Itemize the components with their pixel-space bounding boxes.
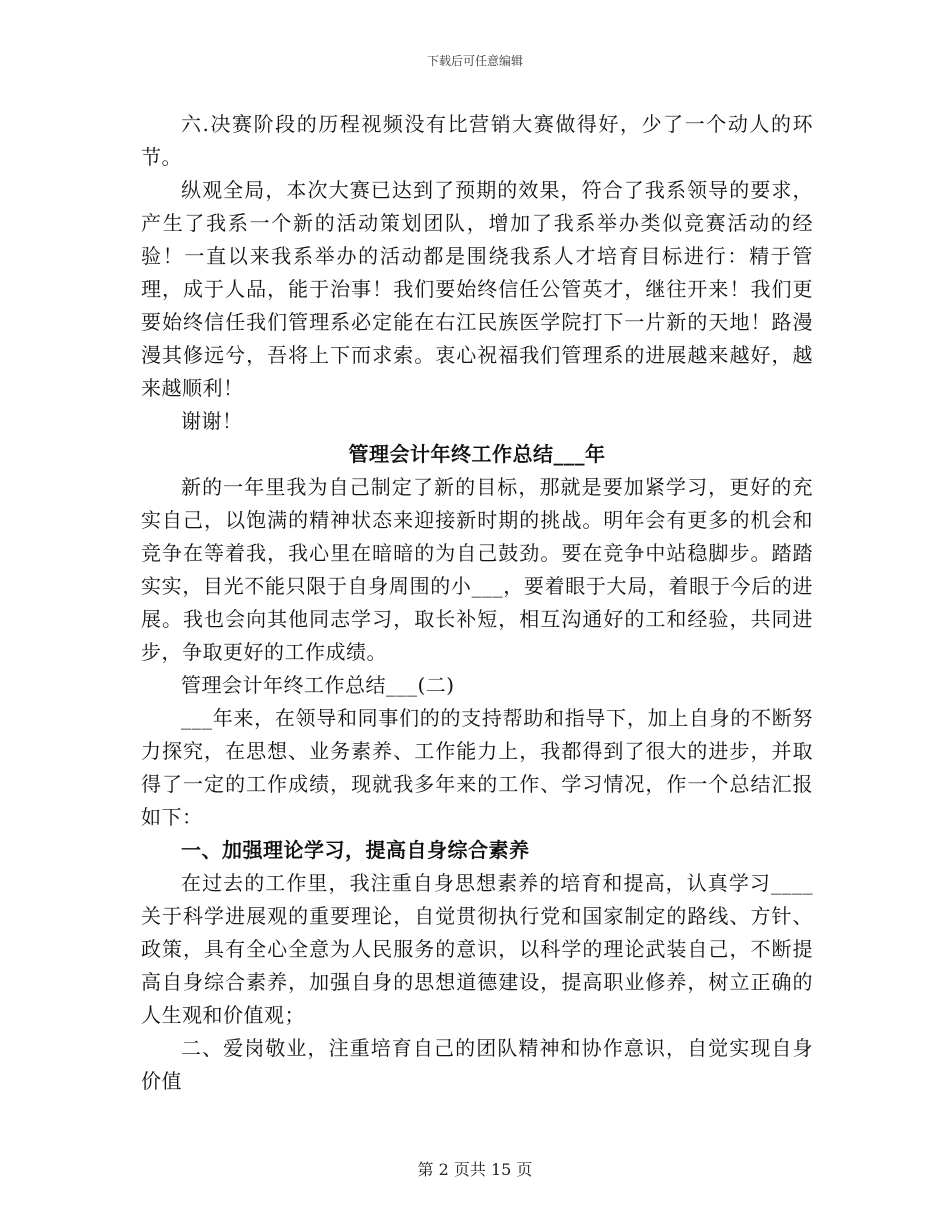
paragraph-theory-study: 在过去的工作里，我注重自身思想素养的培育和提高，认真学习____关于科学进展观的重要理论，自觉贯彻执行党和国家制定的路线、方针、政策，具有全心全意为人民服务的意识，以科学的理论武装自己，不断提高自身综合素养，加强自身的思想道德建设，提高职业修养，树立正确的人生观和价值观； [141,871,813,1027]
page-header: 下载后可任意编辑 [426,54,523,68]
subtitle-part-two: 管理会计年终工作总结___(二) [181,673,455,697]
document-body [141,108,813,1098]
section-title: 管理会计年终工作总结___年 [348,442,606,466]
paragraph-overview: 纵观全局，本次大赛已达到了预期的效果，符合了我系领导的要求，产生了我系一个新的活动策划团队，增加了我系举办类似竞赛活动的经验！一直以来我系举办的活动都是围绕我系人才培育目标进行：精于管理，成于人品，能于治事！我们要始终信任公管英才，继往开来！我们更要始终信任我们管理系必定能在右江民族医学院打下一片新的天地！路漫漫其修远兮，吾将上下而求索。衷心祝福我们管理系的进展越来越好，越来越顺利！ [141,178,813,400]
heading-theory-study: 一、加强理论学习，提高自身综合素养 [181,838,530,862]
paragraph-thanks: 谢谢！ [181,409,243,433]
paragraph-new-year: 新的一年里我为自己制定了新的目标，那就是要加紧学习，更好的充实自己，以饱满的精神状态来迎接新时期的挑战。明年会有更多的机会和竞争在等着我，我心里在暗暗的为自己鼓劲。要在竞争中站稳脚步。踏踏实实，目光不能只限于自身周围的小___，要着眼于大局，着眼于今后的进展。我也会向其他同志学习，取长补短，相互沟通好的工和经验，共同进步，争取更好的工作成绩。 [141,475,813,664]
paragraph-point-six: 六.决赛阶段的历程视频没有比营销大赛做得好，少了一个动人的环节。 [141,112,813,169]
heading-dedication: 二、爱岗敬业，注重培育自己的团队精神和协作意识，自觉实现自身价值 [141,1036,813,1093]
paragraph-intro: ___年来，在领导和同事们的的支持帮助和指导下，加上自身的不断努力探究，在思想、业务素养、工作能力上，我都得到了很大的进步，并取得了一定的工作成绩，现就我多年来的工作、学习情况，作一个总结汇报如下： [141,706,813,829]
page-footer: 第 2 页共 15 页 [417,1160,533,1179]
